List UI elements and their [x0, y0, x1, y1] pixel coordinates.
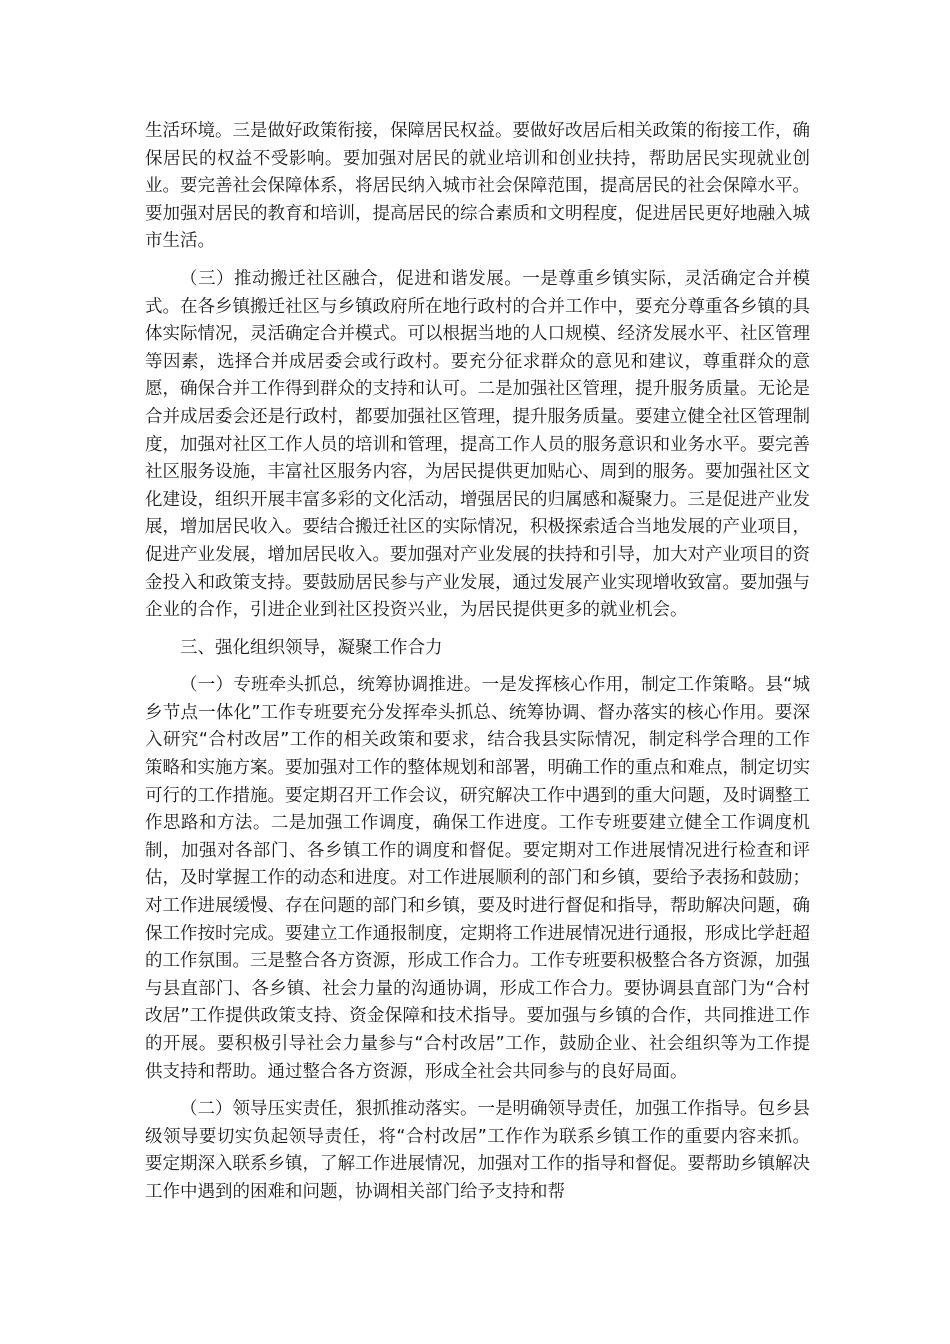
- paragraph-task-force-coordination: （一）专班牵头抓总，统筹协调推进。一是发挥核心作用，制定工作策略。县“城乡节点一体化”工作专班要充分发挥牵头抓总、统筹协调、督办落实的核心作用。要深入研究“合村改居”工作的相关政策和要求，结合我县实际情况，制定科学合理的工作策略和实施方案。要加强对工作的整体规划和部署，明确工作的重点和难点，制定切实可行的工作措施。要定期召开工作会议，研究解决工作中遇到的重大问题，及时调整工作思路和方法。二是加强工作调度，确保工作进度。工作专班要建立健全工作调度机制，加强对各部门、各乡镇工作的调度和督促。要定期对工作进展情况进行检查和评估，及时掌握工作的动态和进度。对工作进展顺利的部门和乡镇，要给予表扬和鼓励；对工作进展缓慢、存在问题的部门和乡镇，要及时进行督促和指导，帮助解决问题，确保工作按时完成。要建立工作通报制度，定期将工作进展情况进行通报，形成比学赶超的工作氛围。三是整合各方资源，形成工作合力。工作专班要积极整合各方资源，加强与县直部门、各乡镇、社会力量的沟通协调，形成工作合力。要协调县直部门为“合村改居”工作提供政策支持、资金保障和技术指导。要加强与乡镇的合作，共同推进工作的开展。要积极引导社会力量参与“合村改居”工作，鼓励企业、社会组织等为工作提供支持和帮助。通过整合各方资源，形成全社会共同参与的良好局面。: [145, 675, 810, 1082]
- document-body: [145, 118, 810, 1217]
- paragraph-community-integration: （三）推动搬迁社区融合，促进和谐发展。一是尊重乡镇实际，灵活确定合并模式。在各乡镇搬迁社区与乡镇政府所在地行政村的合并工作中，要充分尊重各乡镇的具体实际情况，灵活确定合并模式。可以根据当地的人口规模、经济发展水平、社区管理等因素，选择合并成居委会或行政村。要充分征求群众的意见和建议，尊重群众的意愿，确保合并工作得到群众的支持和认可。二是加强社区管理，提升服务质量。无论是合并成居委会还是行政村，都要加强社区管理，提升服务质量。要建立健全社区管理制度，加强对社区工作人员的培训和管理，提高工作人员的服务意识和业务水平。要完善社区服务设施，丰富社区服务内容，为居民提供更加贴心、周到的服务。要加强社区文化建设，组织开展丰富多彩的文化活动，增强居民的归属感和凝聚力。三是促进产业发展，增加居民收入。要结合搬迁社区的实际情况，积极探索适合当地发展的产业项目，促进产业发展，增加居民收入。要加强对产业发展的扶持和引导，加大对产业项目的资金投入和政策支持。要鼓励居民参与产业发展，通过发展产业实现增收致富。要加强与企业的合作，引进企业到社区投资兴业，为居民提供更多的就业机会。: [145, 268, 810, 621]
- paragraph-leadership-responsibility: （二）领导压实责任，狠抓推动落实。一是明确领导责任，加强工作指导。包乡县级领导要切实负起领导责任，将“合村改居”工作作为联系乡镇工作的重要内容来抓。要定期深入联系乡镇，了解工作进展情况，加强对工作的指导和督促。要帮助乡镇解决工作中遇到的困难和问题，协调相关部门给予支持和帮: [145, 1099, 810, 1202]
- paragraph-living-environment: 生活环境。三是做好政策衔接，保障居民权益。要做好改居后相关政策的衔接工作，确保居民的权益不受影响。要加强对居民的就业培训和创业扶持，帮助居民实现就业创业。要完善社会保障体系，将居民纳入城市社会保障范围，提高居民的社会保障水平。要加强对居民的教育和培训，提高居民的综合素质和文明程度，促进居民更好地融入城市生活。: [145, 121, 810, 252]
- section-heading-organization-leadership: 三、强化组织领导，凝聚工作合力: [180, 637, 443, 658]
